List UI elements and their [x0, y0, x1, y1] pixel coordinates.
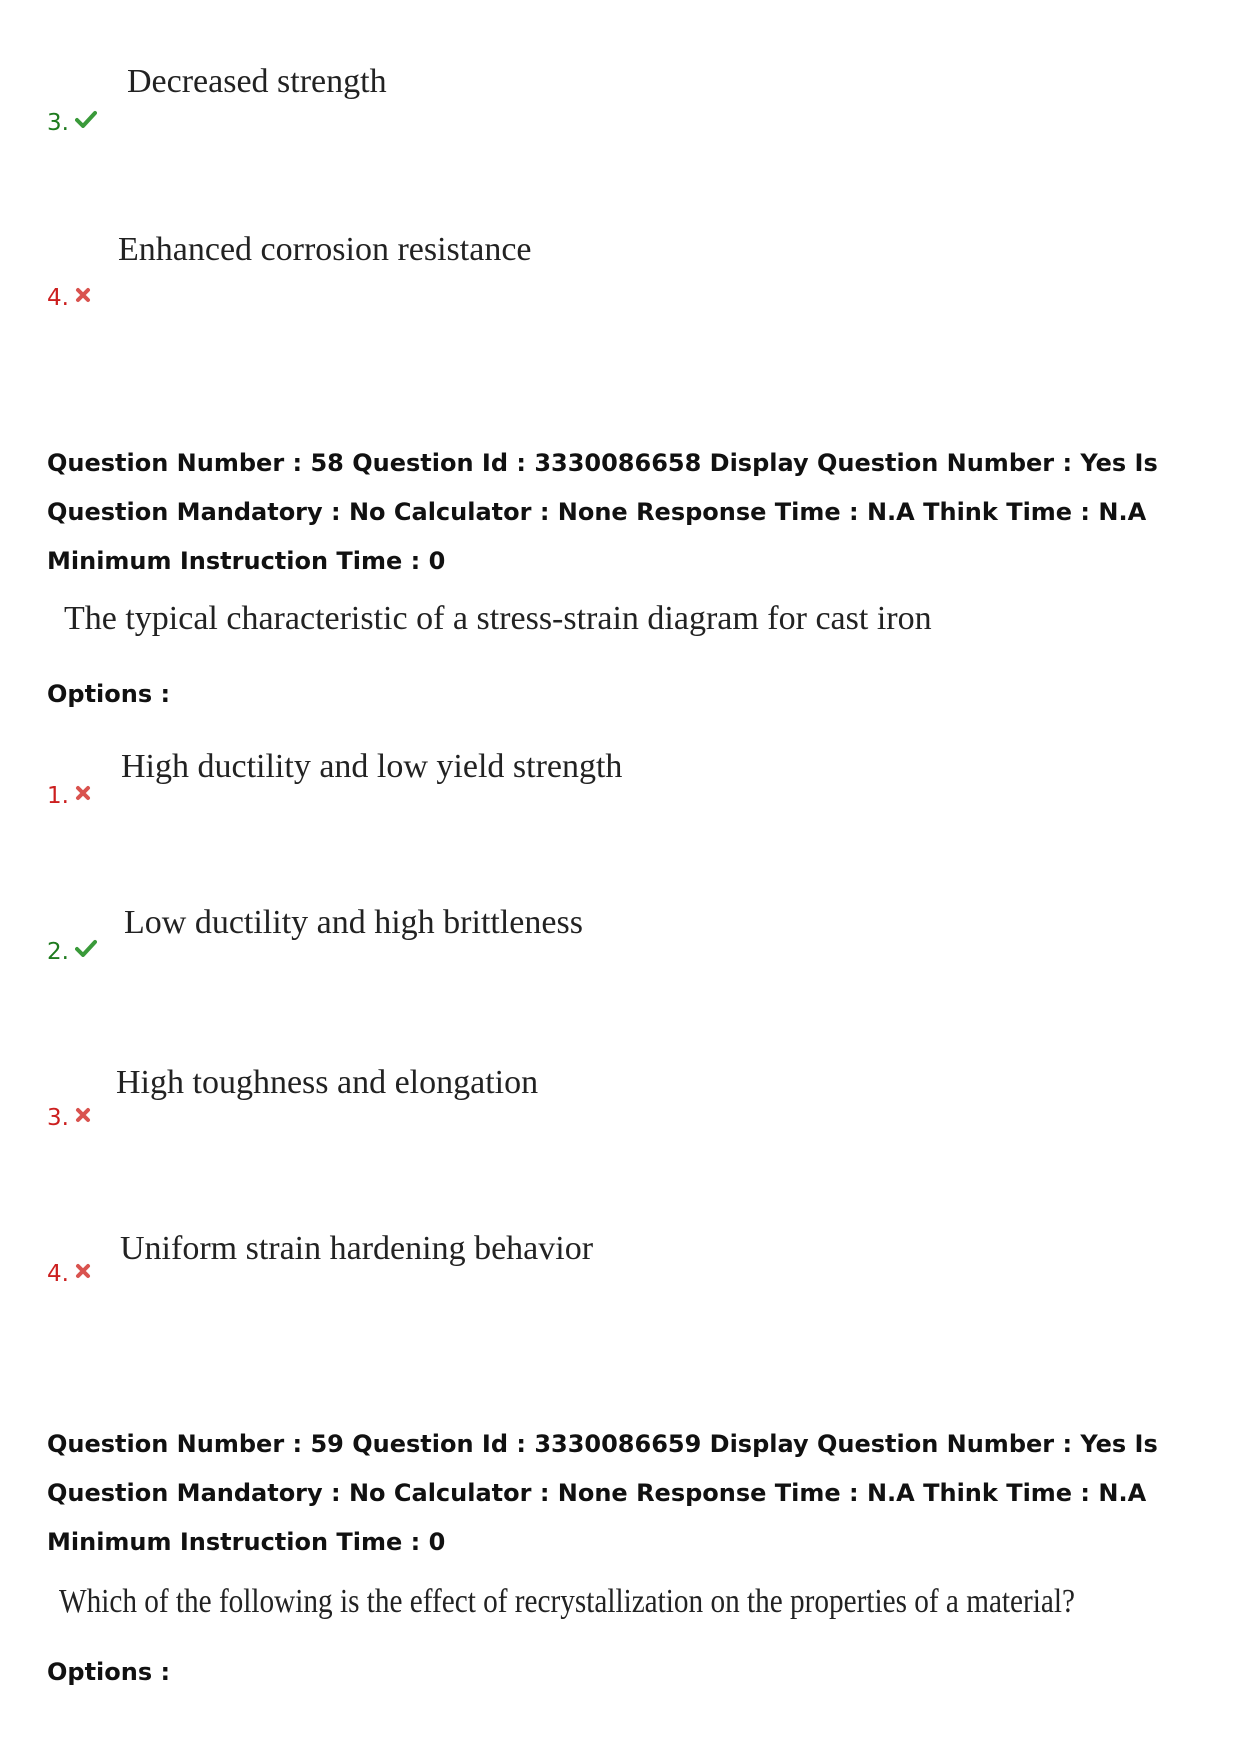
- check-icon: [75, 110, 97, 128]
- option-number: 4.: [47, 1261, 69, 1287]
- question-header: Question Number : 58 Question Id : 3330086658 Display Question Number : Yes Is Question Mandatory : No Calculator : None Response Time : N.A Think Time : N.A Minimum Instruction Time : 0: [47, 449, 1158, 575]
- option-number: 1.: [47, 783, 69, 809]
- cross-icon: [75, 785, 91, 801]
- option-number: 2.: [47, 939, 69, 965]
- option-text: Low ductility and high brittleness: [124, 904, 583, 941]
- option-marker: [47, 939, 97, 965]
- question-header: Question Number : 59 Question Id : 3330086659 Display Question Number : Yes Is Question Mandatory : No Calculator : None Response Time : N.A Think Time : N.A Minimum Instruction Time : 0: [47, 1430, 1158, 1556]
- cross-icon: [75, 1107, 91, 1123]
- option-text: High ductility and low yield strength: [121, 748, 623, 785]
- option-text: High toughness and elongation: [116, 1064, 539, 1101]
- option-text: Decreased strength: [127, 63, 387, 100]
- option-number: 4.: [47, 285, 69, 311]
- option-text: Uniform strain hardening behavior: [120, 1230, 594, 1267]
- option-marker: [47, 783, 91, 809]
- option-marker: [47, 1261, 91, 1287]
- option-marker: [47, 285, 91, 311]
- option-text: Enhanced corrosion resistance: [118, 231, 532, 268]
- question-text: The typical characteristic of a stress-strain diagram for cast iron: [64, 600, 932, 637]
- check-icon: [75, 939, 97, 957]
- cross-icon: [75, 1263, 91, 1279]
- option-number: 3.: [47, 1105, 69, 1131]
- cross-icon: [75, 287, 91, 303]
- question-text: Which of the following is the effect of recrystallization on the properties of a material?: [59, 1583, 1075, 1620]
- option-marker: [47, 1105, 91, 1131]
- options-label: Options :: [47, 680, 171, 708]
- option-number: 3.: [47, 110, 69, 136]
- option-marker: [47, 110, 97, 136]
- options-label: Options :: [47, 1658, 171, 1686]
